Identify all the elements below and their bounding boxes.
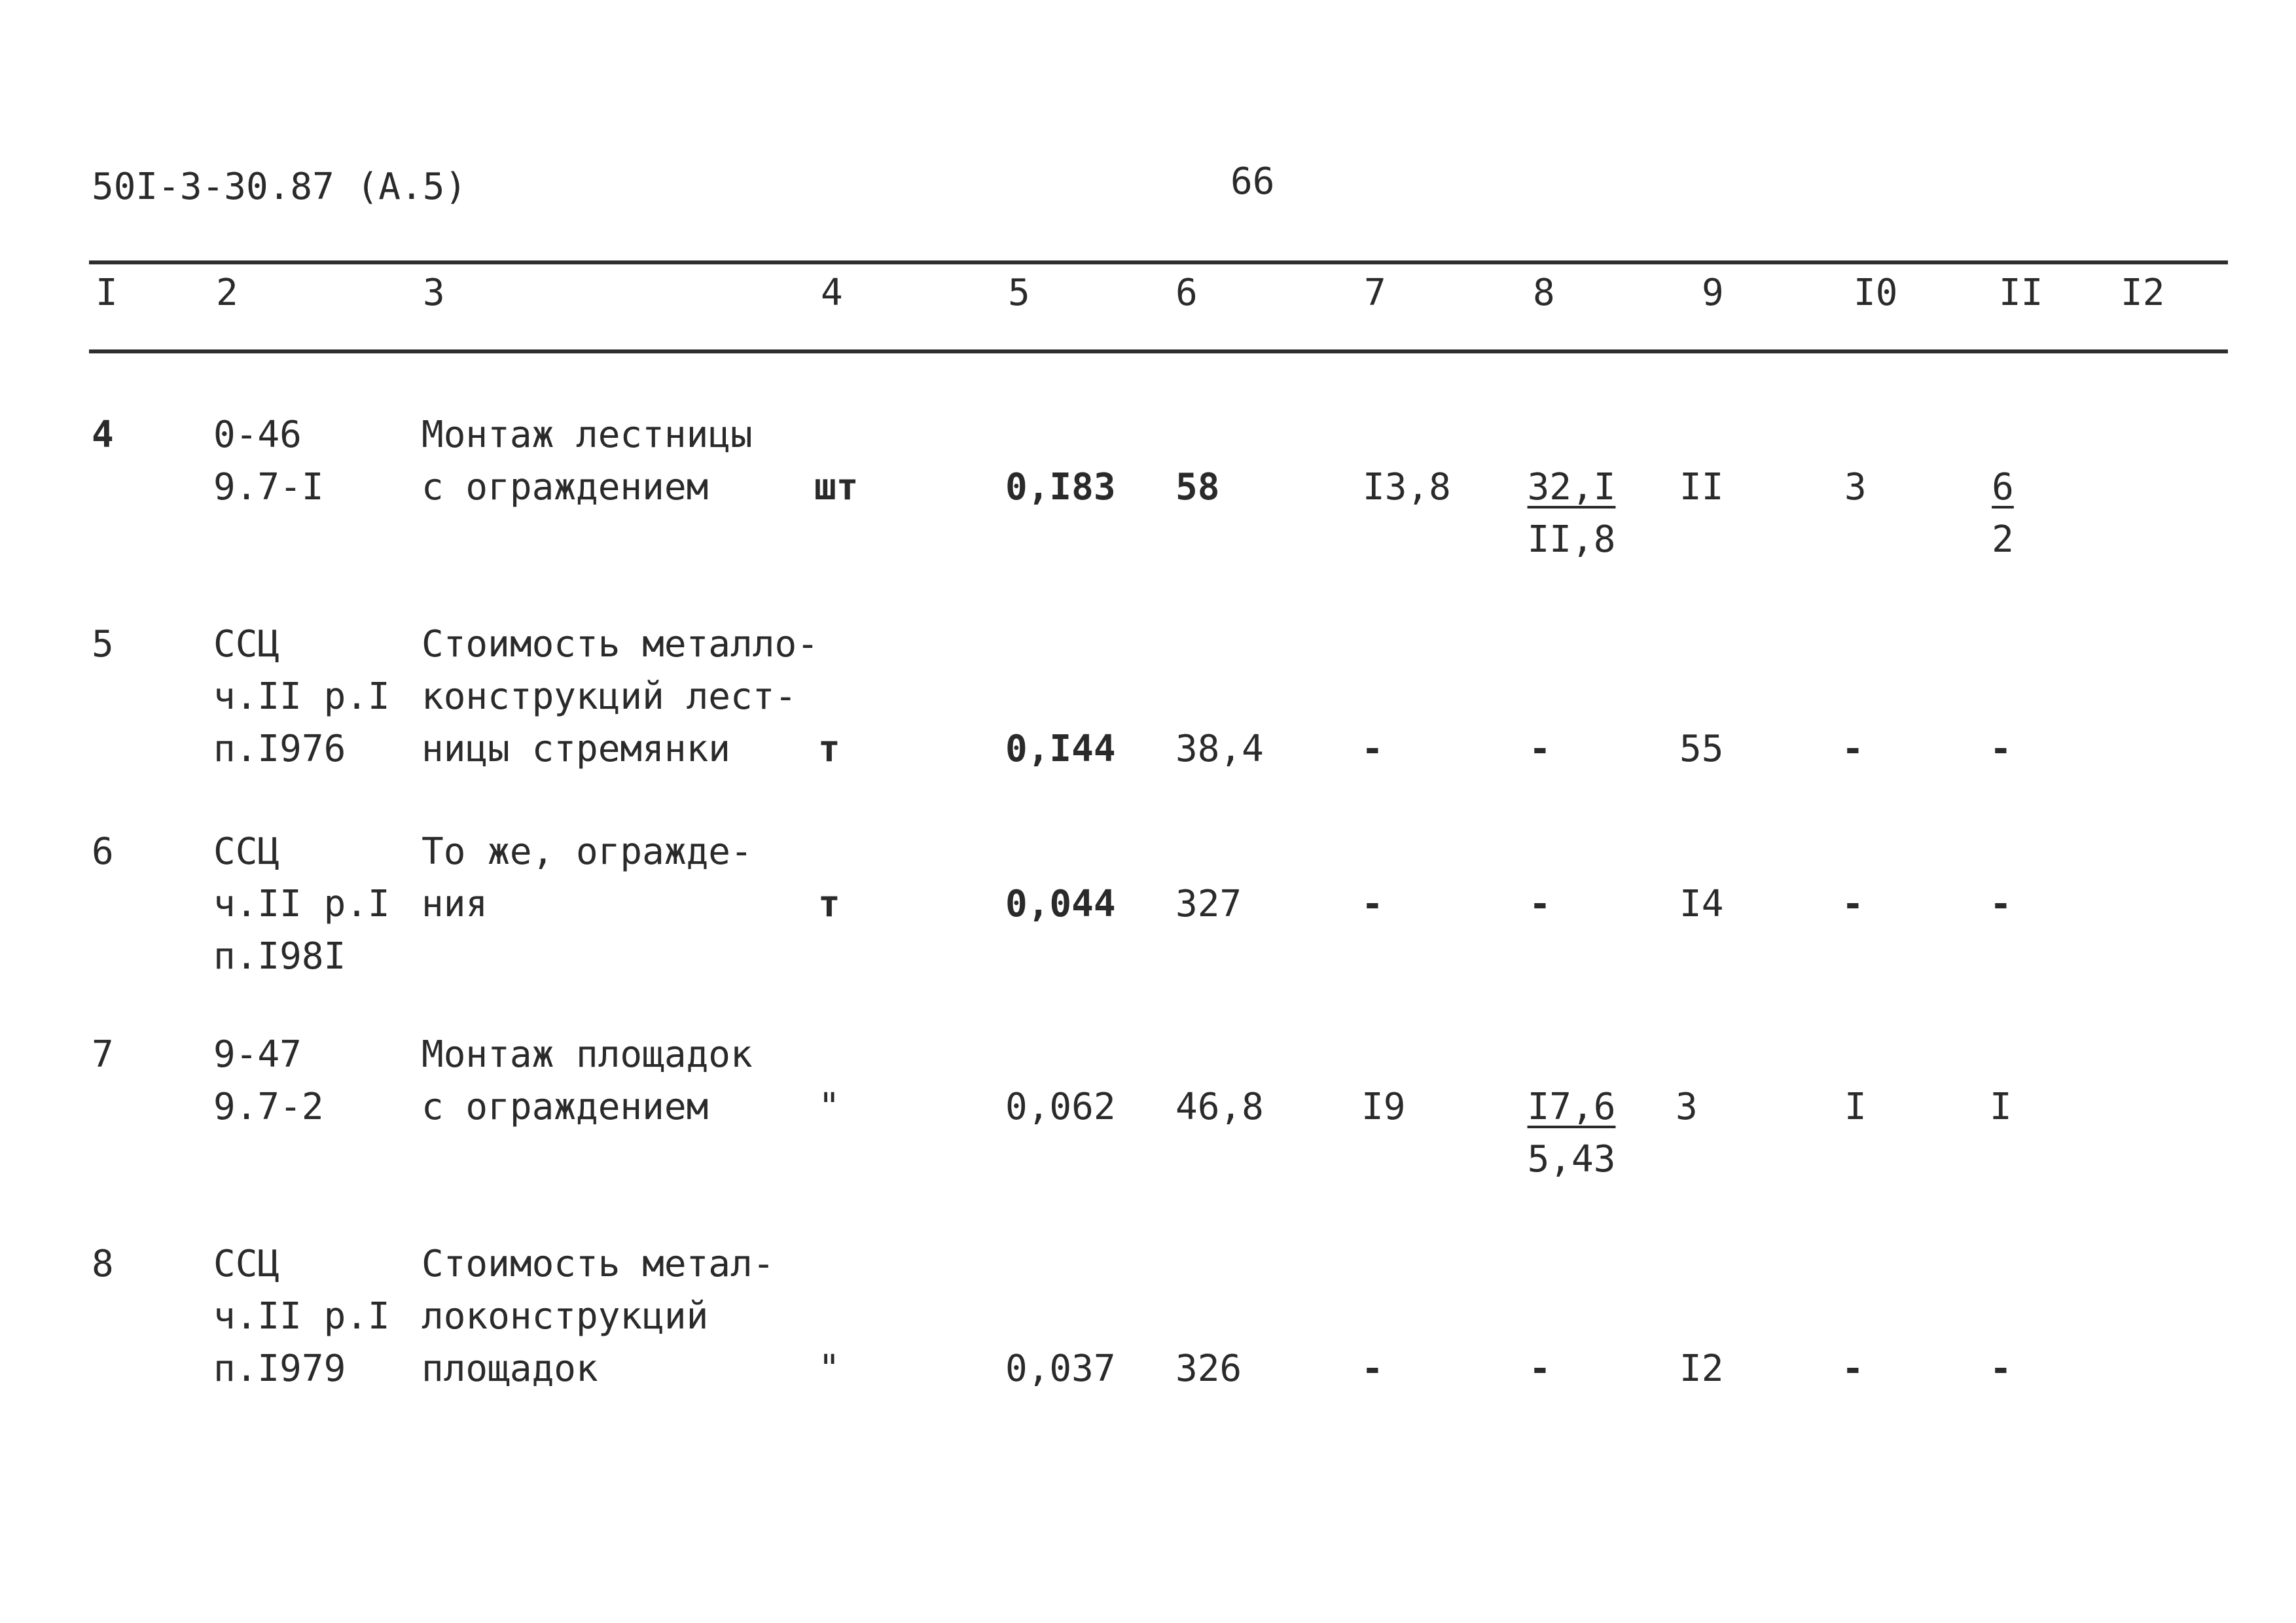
norm-code-line: 9.7-2 [213,1086,324,1128]
work-description-line: То же, огражде- [422,830,753,873]
col8-fraction [1522,1081,1621,1186]
column-number: I0 [1854,272,1898,314]
unit-of-measure: т [818,728,840,770]
column-number: 5 [1008,272,1030,314]
col11-value: I [1990,1086,2012,1128]
col8-value: - [1529,883,1551,925]
row-number: 8 [92,1243,114,1285]
unit-of-measure: " [818,1347,840,1390]
column-number: 6 [1175,272,1198,314]
work-description-line: площадок [422,1347,598,1390]
col9-value: I4 [1679,883,1724,925]
col7-value: I9 [1361,1086,1406,1128]
column-number: I [96,272,118,314]
quantity: 0,062 [1005,1086,1116,1128]
col7-value: - [1361,1347,1384,1390]
col10-value: - [1842,883,1864,925]
quantity: 0,037 [1005,1347,1116,1390]
col8-value: - [1529,1347,1551,1390]
column-number: 9 [1702,272,1724,314]
col9-value: II [1679,466,1724,508]
unit-cost: 58 [1175,466,1220,508]
norm-code-line: 9-47 [213,1033,302,1076]
column-number: II [1999,272,2043,314]
col9-value: 55 [1679,728,1724,770]
unit-cost: 327 [1175,883,1242,925]
quantity: 0,I44 [1005,728,1116,770]
col7-value: - [1361,883,1384,925]
col10-value: - [1842,1347,1864,1390]
unit-of-measure: " [818,1086,840,1128]
column-number: 8 [1533,272,1555,314]
column-number: 3 [423,272,445,314]
page-number: 66 [1230,160,1275,203]
col10-value: I [1844,1086,1867,1128]
norm-code-line: 0-46 [213,414,302,456]
norm-code-line: п.I979 [213,1347,346,1390]
fraction-denominator: 5,43 [1527,1138,1616,1181]
fraction-numerator: I7,6 [1527,1086,1616,1128]
work-description-line: ницы стремянки [422,728,731,770]
col10-value: - [1842,728,1864,770]
row-number: 7 [92,1033,114,1076]
col9-value: 3 [1676,1086,1698,1128]
work-description-line: Стоимость металло- [422,623,819,666]
column-number: 2 [216,272,238,314]
work-description-line: конструкций лест- [422,675,797,718]
norm-code-line: 9.7-I [213,466,324,508]
col9-value: I2 [1679,1347,1724,1390]
col11-value: - [1990,883,2012,925]
fraction-denominator: 2 [1992,518,2014,561]
col7-value: - [1361,728,1384,770]
unit-cost: 326 [1175,1347,1242,1390]
unit-cost: 46,8 [1175,1086,1264,1128]
work-description-line: Монтаж лестницы [422,414,753,456]
work-description-line: Монтаж площадок [422,1033,753,1076]
norm-code-line: п.I976 [213,728,346,770]
col8-fraction [1522,461,1621,566]
work-description-line: с ограждением [422,1086,709,1128]
quantity: 0,I83 [1005,466,1116,508]
norm-code-line: ч.II р.I [213,883,390,925]
row-number: 6 [92,830,114,873]
col11-value: - [1990,728,2012,770]
norm-code-line: ССЦ [213,830,280,873]
column-number: 7 [1364,272,1386,314]
norm-code-line: ч.II р.I [213,675,390,718]
table-top-rule [89,260,2228,264]
quantity: 0,044 [1005,883,1116,925]
norm-code-line: п.I98I [213,935,346,978]
fraction-numerator: 32,I [1527,466,1616,508]
row-number: 5 [92,623,114,666]
unit-of-measure: т [818,883,840,925]
col10-value: 3 [1844,466,1867,508]
row-number: 4 [92,414,114,456]
fraction-numerator: 6 [1992,466,2014,508]
column-number: I2 [2121,272,2165,314]
document-code: 50I-3-30.87 (A.5) [92,166,467,208]
table-header-rule [89,349,2228,353]
unit-of-measure: шт [814,466,859,508]
fraction-denominator: II,8 [1527,518,1616,561]
col11-fraction [1986,461,2020,566]
col11-value: - [1990,1347,2012,1390]
norm-code-line: ССЦ [213,1243,280,1285]
col8-value: - [1529,728,1551,770]
work-description-line: Стоимость метал- [422,1243,775,1285]
norm-code-line: ч.II р.I [213,1295,390,1338]
work-description-line: ния [422,883,488,925]
col7-value: I3,8 [1363,466,1451,508]
work-description-line: локонструкций [422,1295,709,1338]
work-description-line: с ограждением [422,466,709,508]
column-number: 4 [821,272,843,314]
unit-cost: 38,4 [1175,728,1264,770]
norm-code-line: ССЦ [213,623,280,666]
